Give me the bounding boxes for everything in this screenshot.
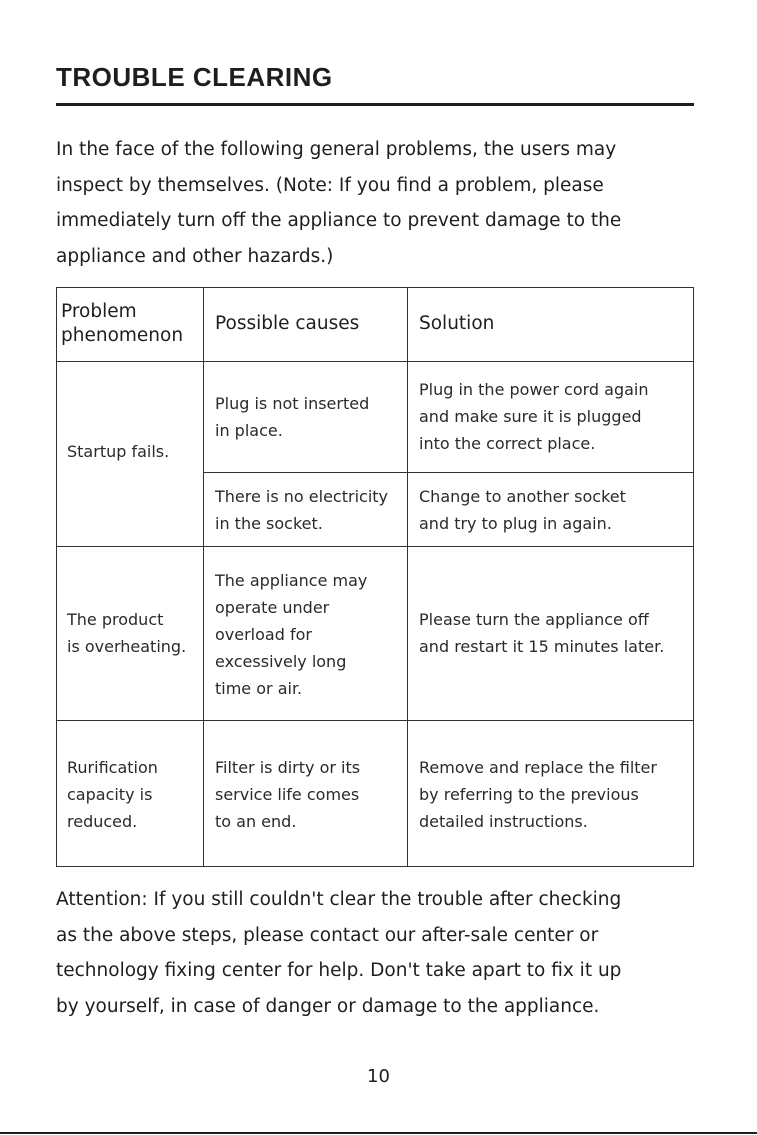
problem-cell: The product is overheating.	[67, 610, 187, 656]
solution-cell: Please turn the appliance off and restart it 15 minutes later.	[419, 610, 665, 656]
page-number: 10	[367, 1066, 390, 1087]
row-divider	[203, 472, 693, 473]
header-causes: Possible causes	[215, 313, 360, 334]
bottom-divider	[0, 1132, 757, 1134]
cause-cell: There is no electricity in the socket.	[215, 487, 389, 533]
intro-line: immediately turn off the appliance to prevent damage to the	[56, 210, 622, 231]
problem-cell: Rurification capacity is reduced.	[67, 758, 158, 831]
solution-cell: Change to another socket and try to plug in again.	[419, 487, 626, 533]
column-divider	[407, 288, 408, 866]
row-divider	[57, 546, 693, 547]
column-divider	[203, 288, 204, 866]
header-problem: Problem phenomenon	[61, 301, 184, 346]
problem-cell: Startup fails.	[67, 442, 170, 461]
cause-cell: The appliance may operate under overload for excessively long time or air.	[215, 571, 368, 698]
intro-line: appliance and other hazards.)	[56, 245, 334, 267]
cause-cell: Plug is not inserted in place.	[215, 394, 370, 440]
page-title: TROUBLE CLEARING	[56, 62, 333, 92]
attention-line: by yourself, in case of danger or damage to the appliance.	[56, 995, 600, 1017]
attention-line: Attention: If you still couldn't clear the trouble after checking	[56, 889, 622, 910]
row-divider	[57, 361, 693, 362]
attention-line: technology fixing center for help. Don't take apart to fix it up	[56, 960, 622, 981]
header-solution: Solution	[419, 313, 495, 334]
trouble-table	[56, 287, 694, 867]
intro-line: inspect by themselves. (Note: If you find a problem, please	[56, 174, 604, 196]
solution-cell: Plug in the power cord again and make sure it is plugged into the correct place.	[419, 380, 649, 453]
attention-paragraph	[56, 882, 706, 1024]
cause-cell: Filter is dirty or its service life comes to an end.	[215, 758, 361, 831]
intro-line: In the face of the following general problems, the users may	[56, 139, 617, 160]
row-divider	[57, 720, 693, 721]
intro-paragraph	[56, 132, 696, 274]
title-divider	[56, 103, 694, 106]
attention-line: as the above steps, please contact our after-sale center or	[56, 924, 599, 946]
solution-cell: Remove and replace the filter by referring to the previous detailed instructions.	[419, 758, 657, 831]
